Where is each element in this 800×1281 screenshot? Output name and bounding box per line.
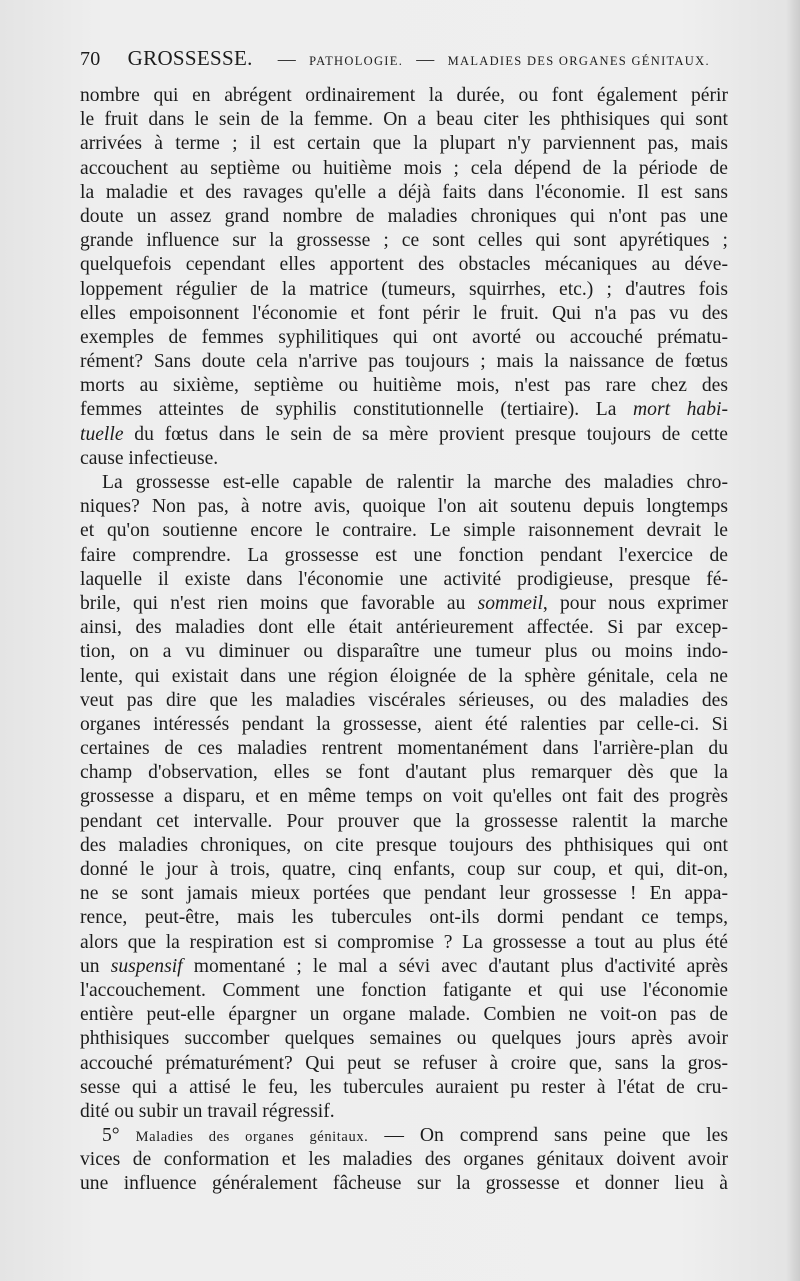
text-line: entière peut-elle épargner un organe malade. Combien ne voit-on pas de <box>80 1004 728 1026</box>
text-segment: brile, qui n'est rien moins que favorable au <box>80 592 478 614</box>
running-header <box>80 46 720 76</box>
text-line: une influence généralement fâcheuse sur la grossesse et donner lieu à <box>80 1173 728 1195</box>
text-line: elles empoisonnent l'économie et font périr le fruit. Qui n'a pas vu des <box>80 302 728 324</box>
text-line: nombre qui en abrégent ordinairement la durée, ou font également périr <box>80 85 728 106</box>
running-title: GROSSESSE. <box>127 46 253 70</box>
running-subsection: MALADIES DES ORGANES GÉNITAUX. <box>447 54 710 68</box>
text-segment: un <box>80 955 111 977</box>
text-line: sesse qui a attisé le feu, les tubercules auraient pu rester à l'état de cru- <box>80 1076 728 1098</box>
text-line: organes intéressés pendant la grossesse, aient été ralenties par celle-ci. Si <box>80 713 728 735</box>
text-line: vices de conformation et les maladies des organes génitaux doivent avoir <box>80 1149 728 1171</box>
header-dash: — <box>277 49 297 69</box>
text-line: arrivées à terme ; il est certain que la plupart n'y parviennent pas, mais <box>80 133 728 155</box>
text-line: grossesse a disparu, et en même temps on voit qu'elles ont fait des progrès <box>80 786 728 808</box>
text-segment: momentané ; le mal a sévi avec d'autant plus d'activité après <box>182 955 728 977</box>
text-line: l'accouchement. Comment une fonction fatigante et qui use l'économie <box>80 979 728 1001</box>
section-heading: Maladies des organes génitaux. <box>135 1129 369 1146</box>
italic-term: sommeil <box>477 592 543 614</box>
section-heading-line <box>80 1124 728 1148</box>
text-line: ne se sont jamais mieux portées que pendant leur grossesse ! En appa- <box>80 883 728 905</box>
page-body <box>80 84 728 1197</box>
paragraph-first-line: La grossesse est-elle capable de ralentir la marche des maladies chro- <box>102 472 728 493</box>
text-line: dité ou subir un travail régressif. <box>80 1100 335 1122</box>
section-number: 5° <box>102 1125 120 1147</box>
text-line <box>80 955 728 979</box>
page-edge-shadow <box>786 0 800 1281</box>
italic-term: tuelle <box>80 423 124 445</box>
text-line: faire comprendre. La grossesse est une fonction pendant l'exercice de <box>80 544 728 566</box>
text-line <box>80 423 728 447</box>
text-line: loppement régulier de la matrice (tumeurs, squirrhes, etc.) ; d'autres fois <box>80 278 728 300</box>
text-line: le fruit dans le sein de la femme. On a beau citer les phthisiques qui sont <box>80 109 728 131</box>
text-line <box>80 592 728 616</box>
text-line <box>80 398 728 422</box>
text-line: rence, peut-être, mais les tubercules ont-ils dormi pendant ce temps, <box>80 907 728 929</box>
running-section: PATHOLOGIE. <box>309 54 404 68</box>
text-line: lente, qui existait dans une région éloignée de la sphère génitale, cela ne <box>80 665 728 687</box>
italic-term: suspensif <box>110 955 183 977</box>
text-line: alors que la respiration est si compromise ? La grossesse a tout au plus été <box>80 931 728 953</box>
text-line: exemples de femmes syphilitiques qui ont avorté ou accouché prématu- <box>80 326 728 348</box>
text-segment: du fœtus dans le sein de sa mère provient presque toujours de cette <box>123 423 728 445</box>
text-line: accouché prématurément? Qui peut se refuser à croire que, sans la gros- <box>80 1052 728 1074</box>
text-line: accouchent au septième ou huitième mois ; cela dépend de la période de <box>80 157 728 179</box>
text-line: certaines de ces maladies rentrent momentanément dans l'arrière-plan du <box>80 738 728 760</box>
text-line: cause infectieuse. <box>80 447 219 469</box>
text-line: la maladie et des ravages qu'elle a déjà faits dans l'économie. Il est sans <box>80 181 728 203</box>
text-line: morts au sixième, septième ou huitième mois, n'est pas rare chez des <box>80 375 728 397</box>
text-line: et qu'on soutienne encore le contraire. Le simple raisonnement devrait le <box>80 520 728 542</box>
text-line: doute un assez grand nombre de maladies chroniques qui n'ont pas une <box>80 205 728 227</box>
text-line: quelquefois cependant elles apportent des obstacles mécaniques au déve- <box>80 254 728 276</box>
text-line: des maladies chroniques, on cite presque toujours des phthisiques qui ont <box>80 834 728 856</box>
text-line: rément? Sans doute cela n'arrive pas toujours ; mais la naissance de fœtus <box>80 351 728 373</box>
text-line: phthisiques succomber quelques semaines ou quelques jours après avoir <box>80 1028 728 1050</box>
header-dash: — <box>416 49 435 69</box>
text-segment: femmes atteintes de syphilis constitutionnelle (tertiaire). La <box>80 399 634 421</box>
text-line: champ d'observation, elles se font d'autant plus remarquer dès que la <box>80 762 728 784</box>
text-line: tion, on a vu diminuer ou disparaître une tumeur plus ou moins indo- <box>80 641 728 663</box>
text-line: grande influence sur la grossesse ; ce sont celles qui sont apyrétiques ; <box>80 230 728 252</box>
text-segment: , pour nous exprimer <box>542 592 728 614</box>
text-line: niques? Non pas, à notre avis, quoique l'on ait soutenu depuis longtemps <box>80 496 728 518</box>
text-line: donné le jour à trois, quatre, cinq enfants, coup sur coup, et qui, dit-on, <box>80 859 728 880</box>
text-segment: — On comprend sans peine que les <box>368 1125 728 1147</box>
italic-term: mort habi- <box>633 399 728 421</box>
page-number: 70 <box>80 48 101 70</box>
text-line: laquelle il existe dans l'économie une activité prodigieuse, presque fé- <box>80 568 728 590</box>
text-line: veut pas dire que les maladies viscérales sérieuses, ou des maladies des <box>80 689 728 711</box>
text-line: ainsi, des maladies dont elle était antérieurement affectée. Si par excep- <box>80 617 728 639</box>
text-line: pendant cet intervalle. Pour prouver que la grossesse ralentit la marche <box>80 810 728 832</box>
